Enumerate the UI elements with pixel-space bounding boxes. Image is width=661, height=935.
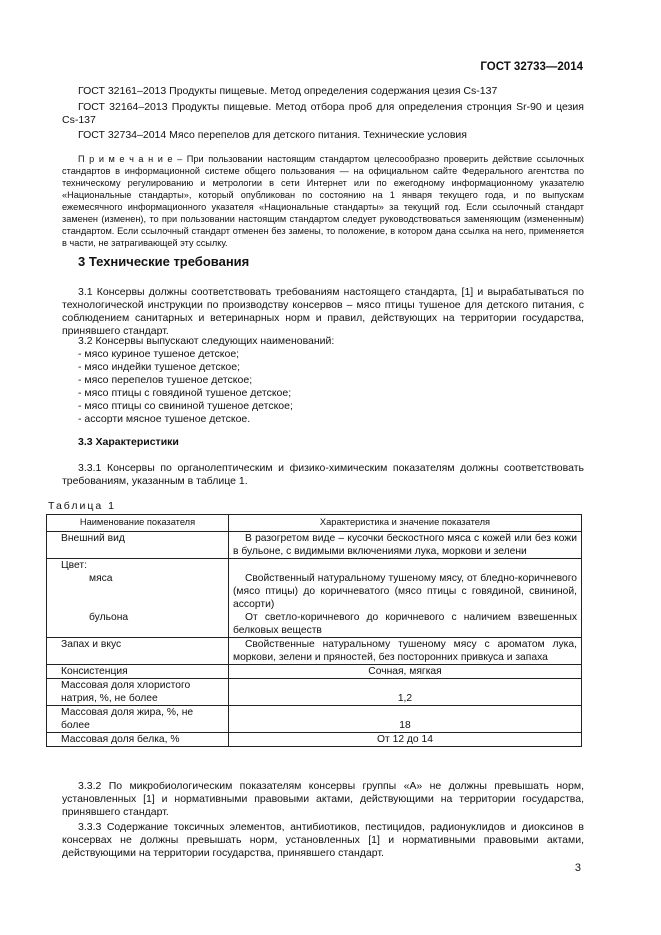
table-row <box>47 733 582 747</box>
cell-name: Консистенция <box>47 665 229 679</box>
color-meat-value: Свойственный натуральному тушеному мясу, от бледно-коричневого (мясо птицы) до коричневатого (мясо птицы с говядиной, свининой, ассорти) <box>233 573 577 610</box>
list-item: - мясо куриное тушеное детское; <box>78 348 240 360</box>
cell-value: В разогретом виде – кусочки бескостного мяса с кожей или без кожи в бульоне, с видимыми включениями лука, моркови и зелени <box>229 532 582 559</box>
cell-name: Массовая доля хлористого натрия, %, не более <box>47 679 229 706</box>
paragraph-3-3-2: 3.3.2 По микробиологическим показателям консервы группы «А» не должны превышать норм, установленных [1] и нормативными правовыми актами, действующими на территории государства, принявшего стандарт. <box>62 780 584 818</box>
paragraph-3-2: 3.2 Консервы выпускают следующих наименований: <box>78 335 335 347</box>
table-row <box>47 706 582 733</box>
reference-1: ГОСТ 32161–2013 Продукты пищевые. Метод определения содержания цезия Cs-137 <box>78 85 498 97</box>
note <box>62 153 584 249</box>
page-number: 3 <box>574 862 581 874</box>
cell-name: Массовая доля белка, % <box>47 733 229 747</box>
note-label: П р и м е ч а н и е <box>78 154 173 164</box>
table-row <box>47 679 582 706</box>
table-row <box>47 665 582 679</box>
cell-name: Внешний вид <box>47 532 229 559</box>
table-row <box>47 532 582 559</box>
table-row <box>47 638 582 665</box>
header-value: Характеристика и значение показателя <box>229 515 582 532</box>
table-header-row <box>47 515 582 532</box>
cell-value: Свойственные натуральному тушеному мясу с ароматом лука, моркови, зелени и пряностей, без посторонних привкуса и запаха <box>229 638 582 665</box>
cell-name <box>47 559 229 638</box>
paragraph-3-1: 3.1 Консервы должны соответствовать требованиям настоящего стандарта, [1] и вырабатываться по технологической инструкции по производству консервов – мясо птицы тушеное для детского питания, с соблюдением санитарных и ветеринарных норм и правил, действующих на территории государства, принявшего стандарт. <box>62 286 584 337</box>
color-broth-value: От светло-коричневого до коричневого с наличием взвешенных белковых веществ <box>233 612 577 636</box>
paragraph-3-3-1: 3.3.1 Консервы по органолептическим и физико-химическим показателям должны соответствовать требованиям, указанным в таблице 1. <box>62 462 584 487</box>
table-row <box>47 559 582 638</box>
cell-value: 18 <box>229 706 582 733</box>
note-text: – При пользовании настоящим стандартом целесообразно проверить действие ссылочных стандартов в информационной системе общего пользования — на официальном сайте Федерального агентства по техническому регулированию и метрологии в сети Интернет или по ежегодному информационному указателю «Национальные стандарты», который опубликован по состоянию на 1 января текущего года, и по выпускам ежемесячного информационного указателя «Национальные стандарты» за текущий год. Если ссылочный стандарт заменен (изменен), то при пользовании настоящим стандартом следует руководствоваться заменяющим (измененным) стандартом. Если ссылочный стандарт отменен без замены, то положение, в котором дана ссылка на него, применяется в части, не затрагивающей эту ссылку. <box>62 154 584 248</box>
list-item: - мясо индейки тушеное детское; <box>78 361 241 373</box>
characteristics-table <box>46 514 582 747</box>
color-meat-label: мяса <box>89 573 113 584</box>
reference-2: ГОСТ 32164–2013 Продукты пищевые. Метод отбора проб для определения стронция Sr-90 и цезия Cs-137 <box>62 101 584 126</box>
color-broth-label: бульона <box>89 612 129 623</box>
cell-value: От 12 до 14 <box>229 733 582 747</box>
cell-value <box>229 559 582 638</box>
subsection-title: 3.3 Характеристики <box>78 436 179 448</box>
cell-name: Запах и вкус <box>47 638 229 665</box>
header-name: Наименование показателя <box>47 515 229 532</box>
section-title: 3 Технические требования <box>78 254 250 269</box>
color-label: Цвет: <box>61 560 87 571</box>
document-id: ГОСТ 32733—2014 <box>480 61 583 73</box>
cell-value: Сочная, мягкая <box>229 665 582 679</box>
list-item: - мясо птицы с говядиной тушеное детское; <box>78 387 292 399</box>
list-item: - мясо птицы со свининой тушеное детское; <box>78 400 293 412</box>
list-item: - ассорти мясное тушеное детское. <box>78 413 251 425</box>
product-list <box>62 348 584 426</box>
table-caption: Таблица 1 <box>48 500 116 512</box>
reference-3: ГОСТ 32734–2014 Мясо перепелов для детского питания. Технические условия <box>78 129 467 141</box>
list-item: - мясо перепелов тушеное детское; <box>78 374 253 386</box>
cell-value: 1,2 <box>229 679 582 706</box>
paragraph-3-3-3: 3.3.3 Содержание токсичных элементов, антибиотиков, пестицидов, радионуклидов и диоксинов в консервах не должны превышать норм, установленных [1] и нормативными правовыми актами, действующими на территории государства, принявшего стандарт. <box>62 821 584 859</box>
cell-name: Массовая доля жира, %, не более <box>47 706 229 733</box>
